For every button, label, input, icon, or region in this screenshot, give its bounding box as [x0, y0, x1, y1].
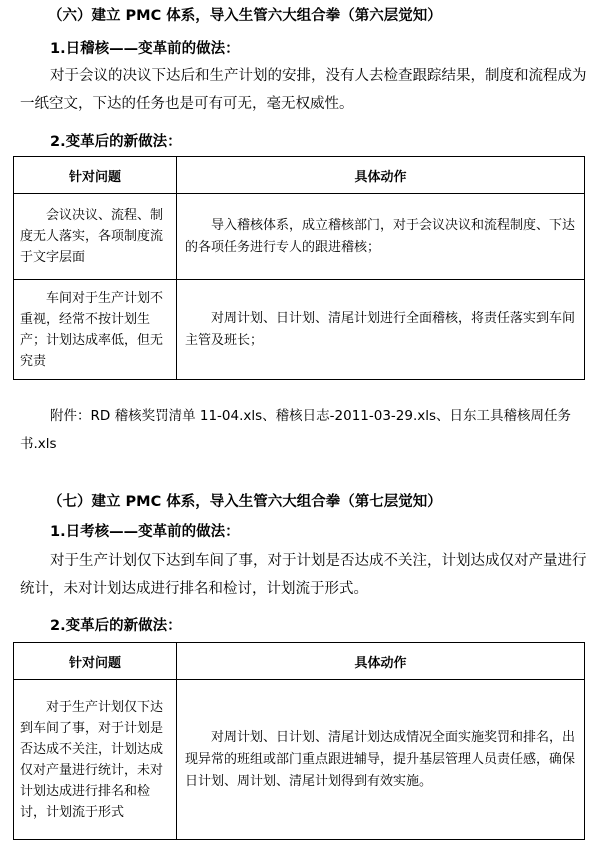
- table-cell-action: 导入稽核体系，成立稽核部门，对于会议决议和流程制度、下达的各项任务进行专人的跟进稽核；: [177, 194, 585, 280]
- section7-table: [13, 642, 585, 840]
- table-header-problem: 针对问题: [14, 157, 177, 194]
- section6-sub1: 1.日稽核——变革前的做法：: [50, 41, 240, 57]
- section7-paragraph: 对于生产计划仅下达到车间了事，对于计划是否达成不关注，计划达成仅对产量进行统计，未对计划达成进行排名和检讨，计划流于形式。: [20, 553, 587, 597]
- table-cell-action: 对周计划、日计划、清尾计划达成情况全面实施奖罚和排名，出现异常的班组或部门重点跟进辅导，提升基层管理人员责任感，确保日计划、周计划、清尾计划得到有效实施。: [177, 680, 585, 840]
- table-header-row: [14, 157, 585, 194]
- table-header-action: 具体动作: [177, 643, 585, 680]
- table-cell-problem: 会议决议、流程、制度无人落实，各项制度流于文字层面: [14, 194, 177, 280]
- section6-heading: （六）建立 PMC 体系，导入生管六大组合拳（第六层觉知）: [48, 8, 442, 24]
- section7-sub1: 1.日考核——变革前的做法：: [50, 524, 240, 540]
- table-row: [14, 280, 585, 380]
- table-cell-problem: 对于生产计划仅下达到车间了事，对于计划是否达成不关注，计划达成仅对产量进行统计，未对计划达成进行排名和检讨，计划流于形式: [14, 680, 177, 840]
- section6-attachment: 附件：RD 稽核奖罚清单 11-04.xls、稽核日志-2011-03-29.xls、日东工具稽核周任务书.xls: [20, 408, 572, 452]
- table-header-problem: 针对问题: [14, 643, 177, 680]
- section6-paragraph: 对于会议的决议下达后和生产计划的安排，没有人去检查跟踪结果，制度和流程成为一纸空文，下达的任务也是可有可无，毫无权威性。: [20, 68, 587, 112]
- table-row: [14, 194, 585, 280]
- table-cell-problem: 车间对于生产计划不重视，经常不按计划生产；计划达成率低，但无究责: [14, 280, 177, 380]
- table-row: [14, 680, 585, 840]
- section7-sub2: 2.变革后的新做法：: [50, 618, 182, 634]
- section6-table: [13, 156, 585, 380]
- table-header-action: 具体动作: [177, 157, 585, 194]
- table-cell-action: 对周计划、日计划、清尾计划进行全面稽核，将责任落实到车间主管及班长；: [177, 280, 585, 380]
- table-header-row: [14, 643, 585, 680]
- section7-heading: （七）建立 PMC 体系，导入生管六大组合拳（第七层觉知）: [48, 494, 442, 510]
- section6-sub2: 2.变革后的新做法：: [50, 134, 182, 150]
